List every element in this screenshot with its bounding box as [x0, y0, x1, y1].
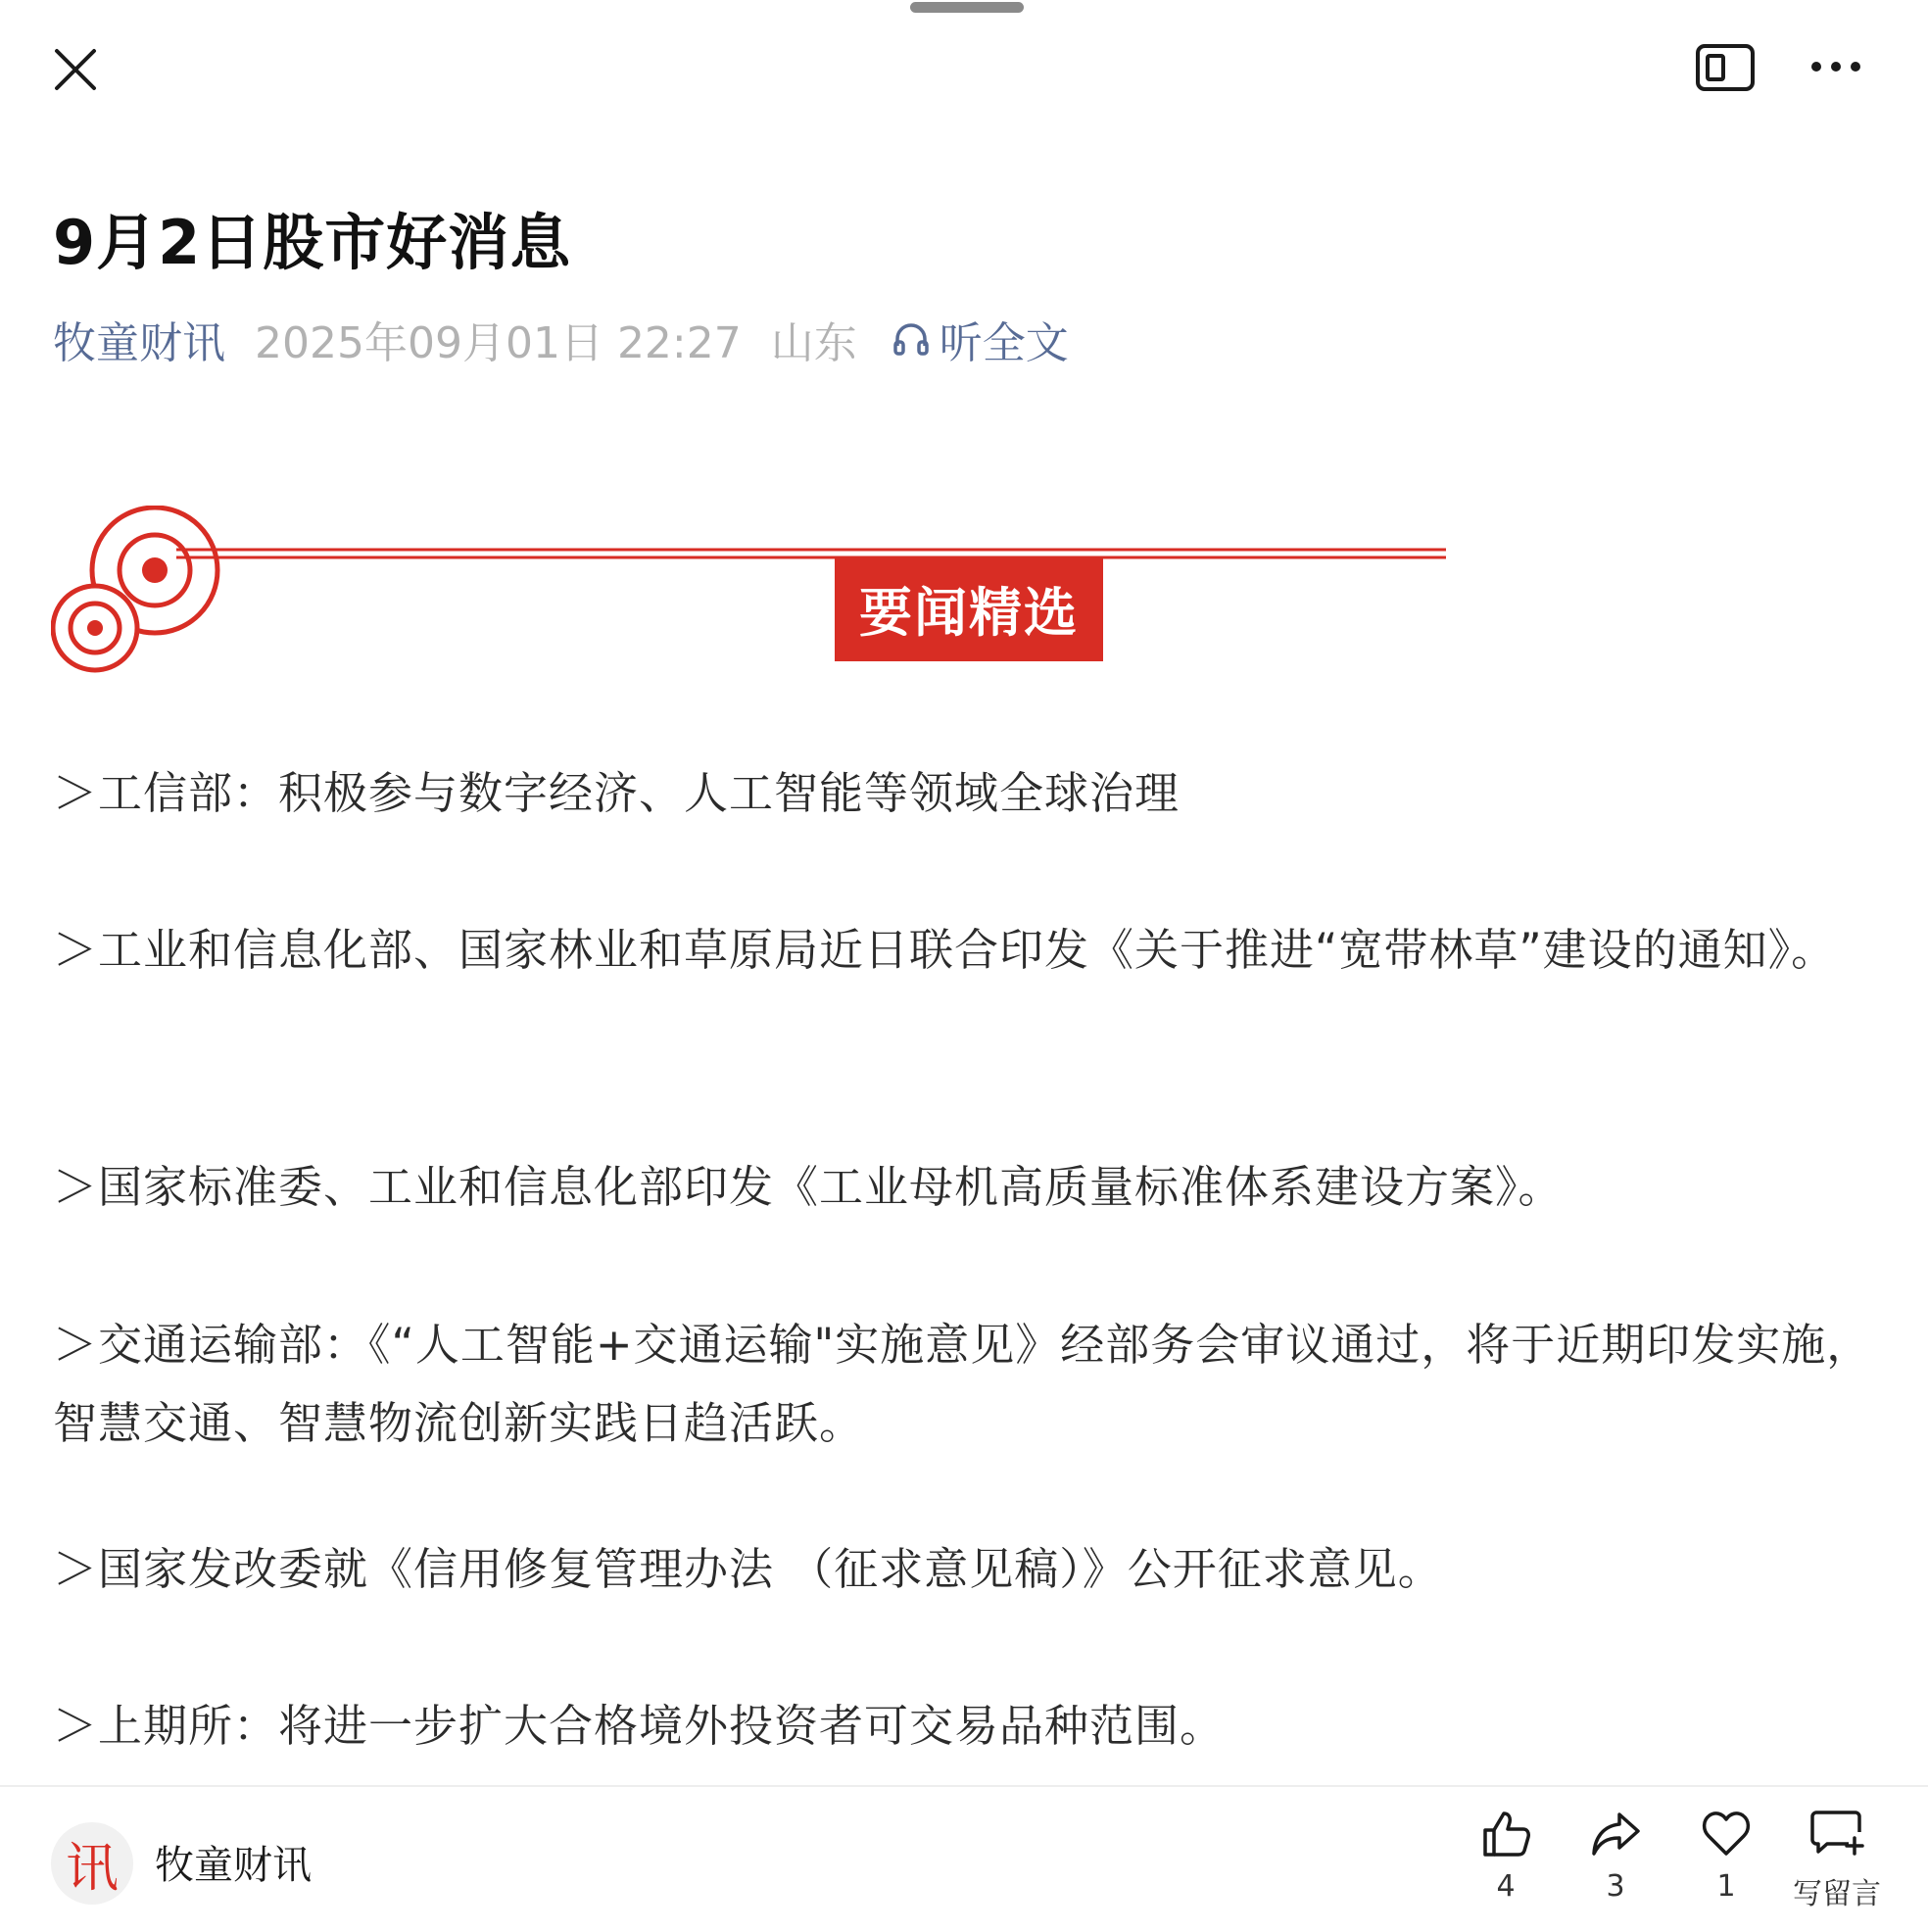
- like-button[interactable]: [1452, 1809, 1560, 1904]
- like-count: 4: [1496, 1869, 1516, 1904]
- news-item-4: ＞交通运输部：《“人工智能+交通运输"实施意见》经部务会审议通过，将于近期印发实施，智慧交通、智慧物流创新实践日趋活跃。: [53, 1319, 1872, 1449]
- listen-button[interactable]: [892, 308, 1069, 370]
- news-item-1: ＞工信部：积极参与数字经济、人工智能等领域全球治理: [53, 767, 1181, 819]
- news-item-6: ＞上期所：将进一步扩大合格境外投资者可交易品种范围。: [53, 1700, 1226, 1752]
- article-meta: [53, 310, 1069, 368]
- news-item-5: ＞国家发改委就《信用修复管理办法 （征求意见稿）》公开征求意见。: [53, 1543, 1443, 1595]
- account-avatar[interactable]: 讯: [51, 1822, 133, 1905]
- bottom-bar: [0, 1785, 1928, 1932]
- floating-window-icon[interactable]: [1695, 43, 1756, 92]
- comment-add-icon: [1809, 1809, 1864, 1860]
- drag-handle[interactable]: [910, 2, 1024, 13]
- article-title: 9月2日股市好消息: [53, 207, 572, 278]
- more-icon[interactable]: [1808, 57, 1863, 76]
- close-icon[interactable]: [51, 45, 100, 94]
- news-item-2: ＞工业和信息化部、国家林业和草原局近日联合印发《关于推进“宽带林草”建设的通知》。: [53, 924, 1837, 976]
- publish-date: 2025年09月01日 22:27: [255, 318, 742, 368]
- favorite-button[interactable]: [1672, 1809, 1780, 1904]
- news-item-3: ＞国家标准委、工业和信息化部印发《工业母机高质量标准体系建设方案》。: [53, 1161, 1564, 1213]
- publish-region: 山东: [770, 318, 857, 368]
- favorite-count: 1: [1716, 1869, 1736, 1904]
- share-count: 3: [1606, 1869, 1625, 1904]
- share-button[interactable]: [1562, 1809, 1669, 1904]
- section-banner-graphic: [51, 506, 1447, 678]
- write-comment-label: 写留言: [1793, 1877, 1881, 1911]
- account-name[interactable]: 牧童财讯: [155, 1843, 312, 1888]
- headphones-icon: [892, 320, 930, 358]
- thumbs-up-icon: [1480, 1809, 1531, 1860]
- heart-icon: [1701, 1809, 1752, 1860]
- listen-label: 听全文: [939, 318, 1069, 368]
- section-banner-label: 要闻精选: [835, 556, 1103, 661]
- share-arrow-icon: [1590, 1809, 1641, 1860]
- author-link[interactable]: 牧童财讯: [53, 318, 225, 368]
- write-comment-button[interactable]: [1783, 1809, 1891, 1912]
